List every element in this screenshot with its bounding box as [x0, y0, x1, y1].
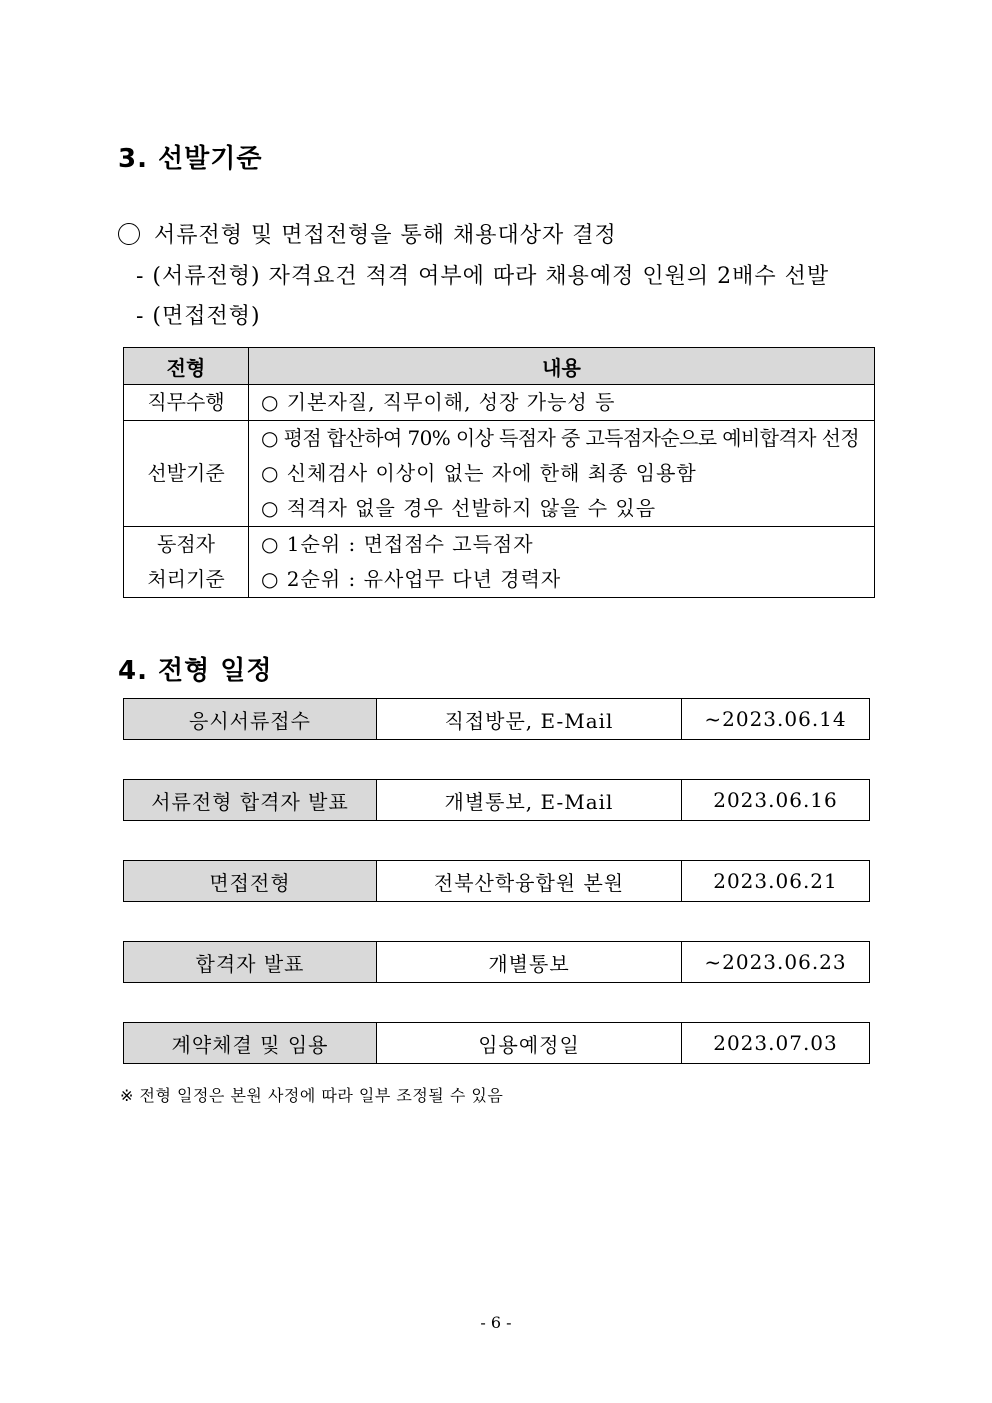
section-4-heading: 4. 전형 일정	[118, 656, 273, 686]
content-line: ○ 신체검사 이상이 없는 자에 한해 최종 임용함	[261, 461, 697, 485]
row-content	[249, 421, 875, 527]
schedule-date: ~2023.06.14	[704, 707, 847, 731]
schedule-stage: 합격자 발표	[124, 942, 377, 982]
criteria-table	[123, 347, 875, 598]
schedule-stage: 면접전형	[124, 861, 377, 901]
document-screening-line: - (서류전형) 자격요건 적격 여부에 따라 채용예정 인원의 2배수 선발	[136, 264, 830, 289]
row-content	[249, 385, 875, 421]
schedule-row	[123, 860, 870, 902]
row-label: 직무수행	[124, 385, 249, 421]
content-line: ○ 적격자 없을 경우 선발하지 않을 수 있음	[261, 496, 657, 520]
row-content	[249, 527, 875, 598]
schedule-row	[123, 779, 870, 821]
content-line: ○ 2순위 : 유사업무 다년 경력자	[261, 567, 562, 591]
table-row	[124, 527, 875, 598]
content-line: ○ 1순위 : 면접점수 고득점자	[261, 532, 534, 556]
row-label: 선발기준	[124, 421, 249, 527]
row-label-line: 동점자	[157, 532, 215, 556]
table-row	[124, 385, 875, 421]
schedule-method: 개별통보	[377, 942, 682, 982]
schedule-date: ~2023.06.23	[704, 950, 847, 974]
schedule-method: 전북산학융합원 본원	[377, 861, 682, 901]
circle-bullet-icon	[118, 223, 140, 245]
schedule-method: 임용예정일	[377, 1023, 682, 1063]
interview-screening-line: - (면접전형)	[136, 304, 261, 329]
schedule-date: 2023.06.16	[713, 788, 838, 812]
schedule-row	[123, 698, 870, 740]
schedule-date: 2023.07.03	[713, 1031, 838, 1055]
page-number: - 6 -	[480, 1313, 512, 1332]
schedule-stage: 응시서류접수	[124, 699, 377, 739]
schedule-date: 2023.06.21	[713, 869, 838, 893]
schedule-note: ※ 전형 일정은 본원 사정에 따라 일부 조정될 수 있음	[120, 1086, 504, 1105]
bullet-line	[118, 218, 617, 249]
content-line: ○ 평점 합산하여 70% 이상 득점자 중 고득점자순으로 예비합격자 선정	[261, 426, 860, 450]
row-label-line: 처리기준	[147, 567, 225, 591]
header-content: 내용	[249, 348, 875, 385]
header-stage: 전형	[124, 348, 249, 385]
criteria-header-row	[124, 348, 875, 385]
content-line: ○ 기본자질, 직무이해, 성장 가능성 등	[261, 390, 616, 414]
section-3-heading: 3. 선발기준	[118, 144, 263, 174]
row-label	[124, 527, 249, 598]
schedule-stage: 계약체결 및 임용	[124, 1023, 377, 1063]
schedule-method: 개별통보, E-Mail	[377, 780, 682, 820]
table-row	[124, 421, 875, 527]
schedule-stage: 서류전형 합격자 발표	[124, 780, 377, 820]
bullet-text: 서류전형 및 면접전형을 통해 채용대상자 결정	[154, 223, 617, 248]
schedule-method: 직접방문, E-Mail	[377, 699, 682, 739]
schedule-row	[123, 941, 870, 983]
schedule-row	[123, 1022, 870, 1064]
